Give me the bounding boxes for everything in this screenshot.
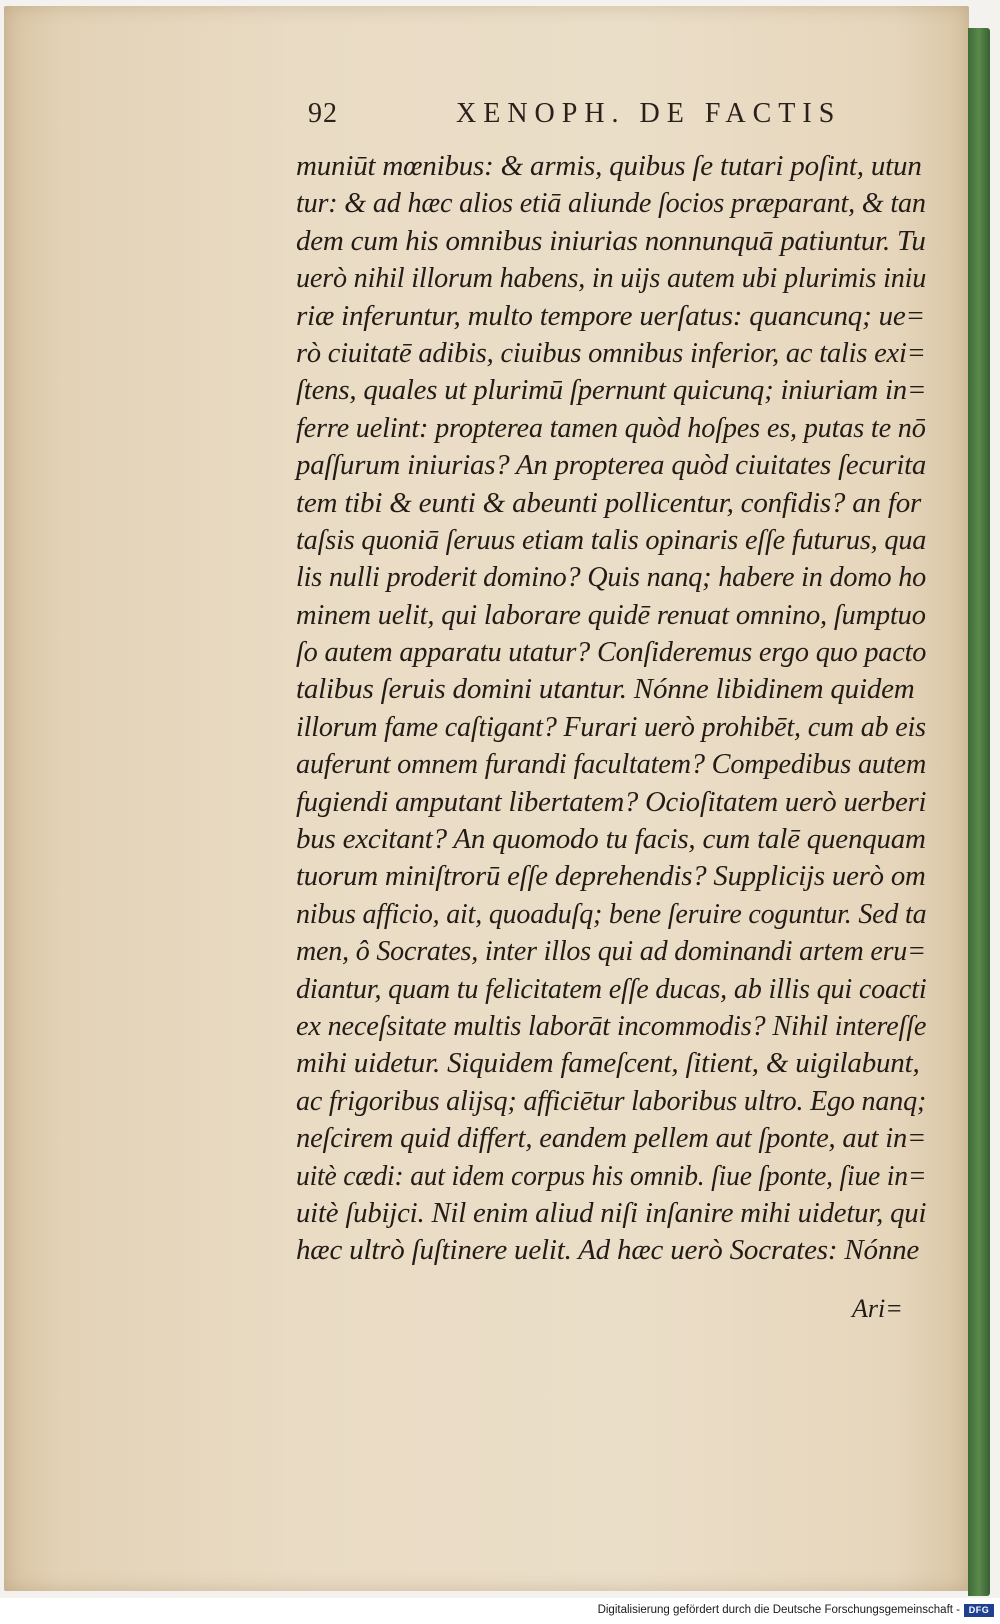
text-line: rò ciuitatē adibis, ciuibus omnibus inferior, ac talis exi= — [296, 336, 926, 369]
catchword: Ari= — [852, 1294, 903, 1323]
text-line: mihi uidetur. Siquidem fameſcent, ſitient, & uigilabunt, — [296, 1047, 920, 1080]
page-edge — [968, 28, 990, 1596]
text-line: ex neceſsitate multis laborāt incommodis? Nihil intereſſe — [296, 1009, 927, 1042]
text-line: tuorum miniſtrorū eſſe deprehendis? Supplicijs uerò om — [296, 860, 926, 893]
text-line: dem cum his omnibus iniurias nonnunquā patiuntur. Tu — [296, 224, 926, 257]
text-line: fugiendi amputant libertatem? Ocioſitatem uerò uerberi — [296, 785, 927, 818]
text-line: minem uelit, qui laborare quidē renuat omnino, ſumptuo — [296, 598, 926, 631]
text-line: ſo autem apparatu utatur? Conſideremus ergo quo pacto — [296, 636, 927, 669]
text-block — [296, 148, 926, 1270]
text-line: ferre uelint: propterea tamen quòd hoſpes es, putas te nō — [296, 411, 926, 444]
dfg-logo-icon: DFG — [964, 1604, 994, 1617]
text-line: ſtens, quales ut plurimū ſpernunt quicunq; iniuriam in= — [296, 374, 927, 407]
text-line: bus excitant? An quomodo tu facis, cum talē quenquam — [296, 823, 926, 856]
text-line: diantur, quam tu felicitatem eſſe ducas, ab illis qui coacti — [296, 972, 927, 1005]
text-line: lis nulli proderit domino? Quis nanq; habere in domo ho — [296, 561, 927, 594]
text-line: talibus ſeruis domini utantur. Nónne libidinem quidem — [296, 673, 915, 706]
text-line: uitè ſubijci. Nil enim aliud niſi inſanire mihi uidetur, qui — [296, 1196, 927, 1229]
text-line: uerò nihil illorum habens, in uijs autem ubi plurimis iniu — [296, 262, 927, 295]
text-line: neſcirem quid differt, eandem pellem aut ſponte, aut in= — [296, 1122, 927, 1155]
text-line: tur: & ad hæc alios etiā aliunde ſocios præparant, & tan — [296, 187, 926, 220]
text-line: auferunt omnem furandi facultatem? Compedibus autem — [296, 748, 927, 781]
funding-credit: Digitalisierung gefördert durch die Deutsche Forschungsgemeinschaft - — [597, 1604, 960, 1616]
text-line: paſſurum iniurias? An propterea quòd ciuitates ſecurita — [296, 449, 927, 482]
text-line: men, ô Socrates, inter illos qui ad dominandi artem eru= — [296, 935, 926, 968]
text-line: taſsis quoniā ſeruus etiam talis opinaris eſſe futurus, qua — [296, 523, 927, 556]
text-line: riæ inferuntur, multo tempore uerſatus: quancunq; ue= — [296, 299, 925, 332]
text-line: hæc ultrò ſuſtinere uelit. Ad hæc uerò Socrates: Nónne — [296, 1234, 920, 1267]
page-header — [308, 98, 868, 138]
text-line: illorum fame caſtigant? Furari uerò prohibēt, cum ab eis — [296, 710, 926, 743]
text-line: tem tibi & eunti & abeunti pollicentur, confidis? an for — [296, 486, 922, 519]
page-number: 92 — [308, 98, 338, 129]
text-line: ac frigoribus alijsq; afficiētur laboribus ultro. Ego nanq; — [296, 1084, 927, 1117]
digitization-footer — [0, 1598, 1000, 1624]
running-head: XENOPH. DE FACTIS — [456, 98, 842, 129]
text-line: uitè cædi: aut idem corpus his omnib. ſiue ſponte, ſiue in= — [296, 1159, 927, 1192]
text-line: muniūt mœnibus: & armis, quibus ſe tutari poſint, utun — [296, 150, 922, 182]
text-line: nibus afficio, ait, quoaduſq; bene ſeruire coguntur. Sed ta — [296, 897, 927, 930]
